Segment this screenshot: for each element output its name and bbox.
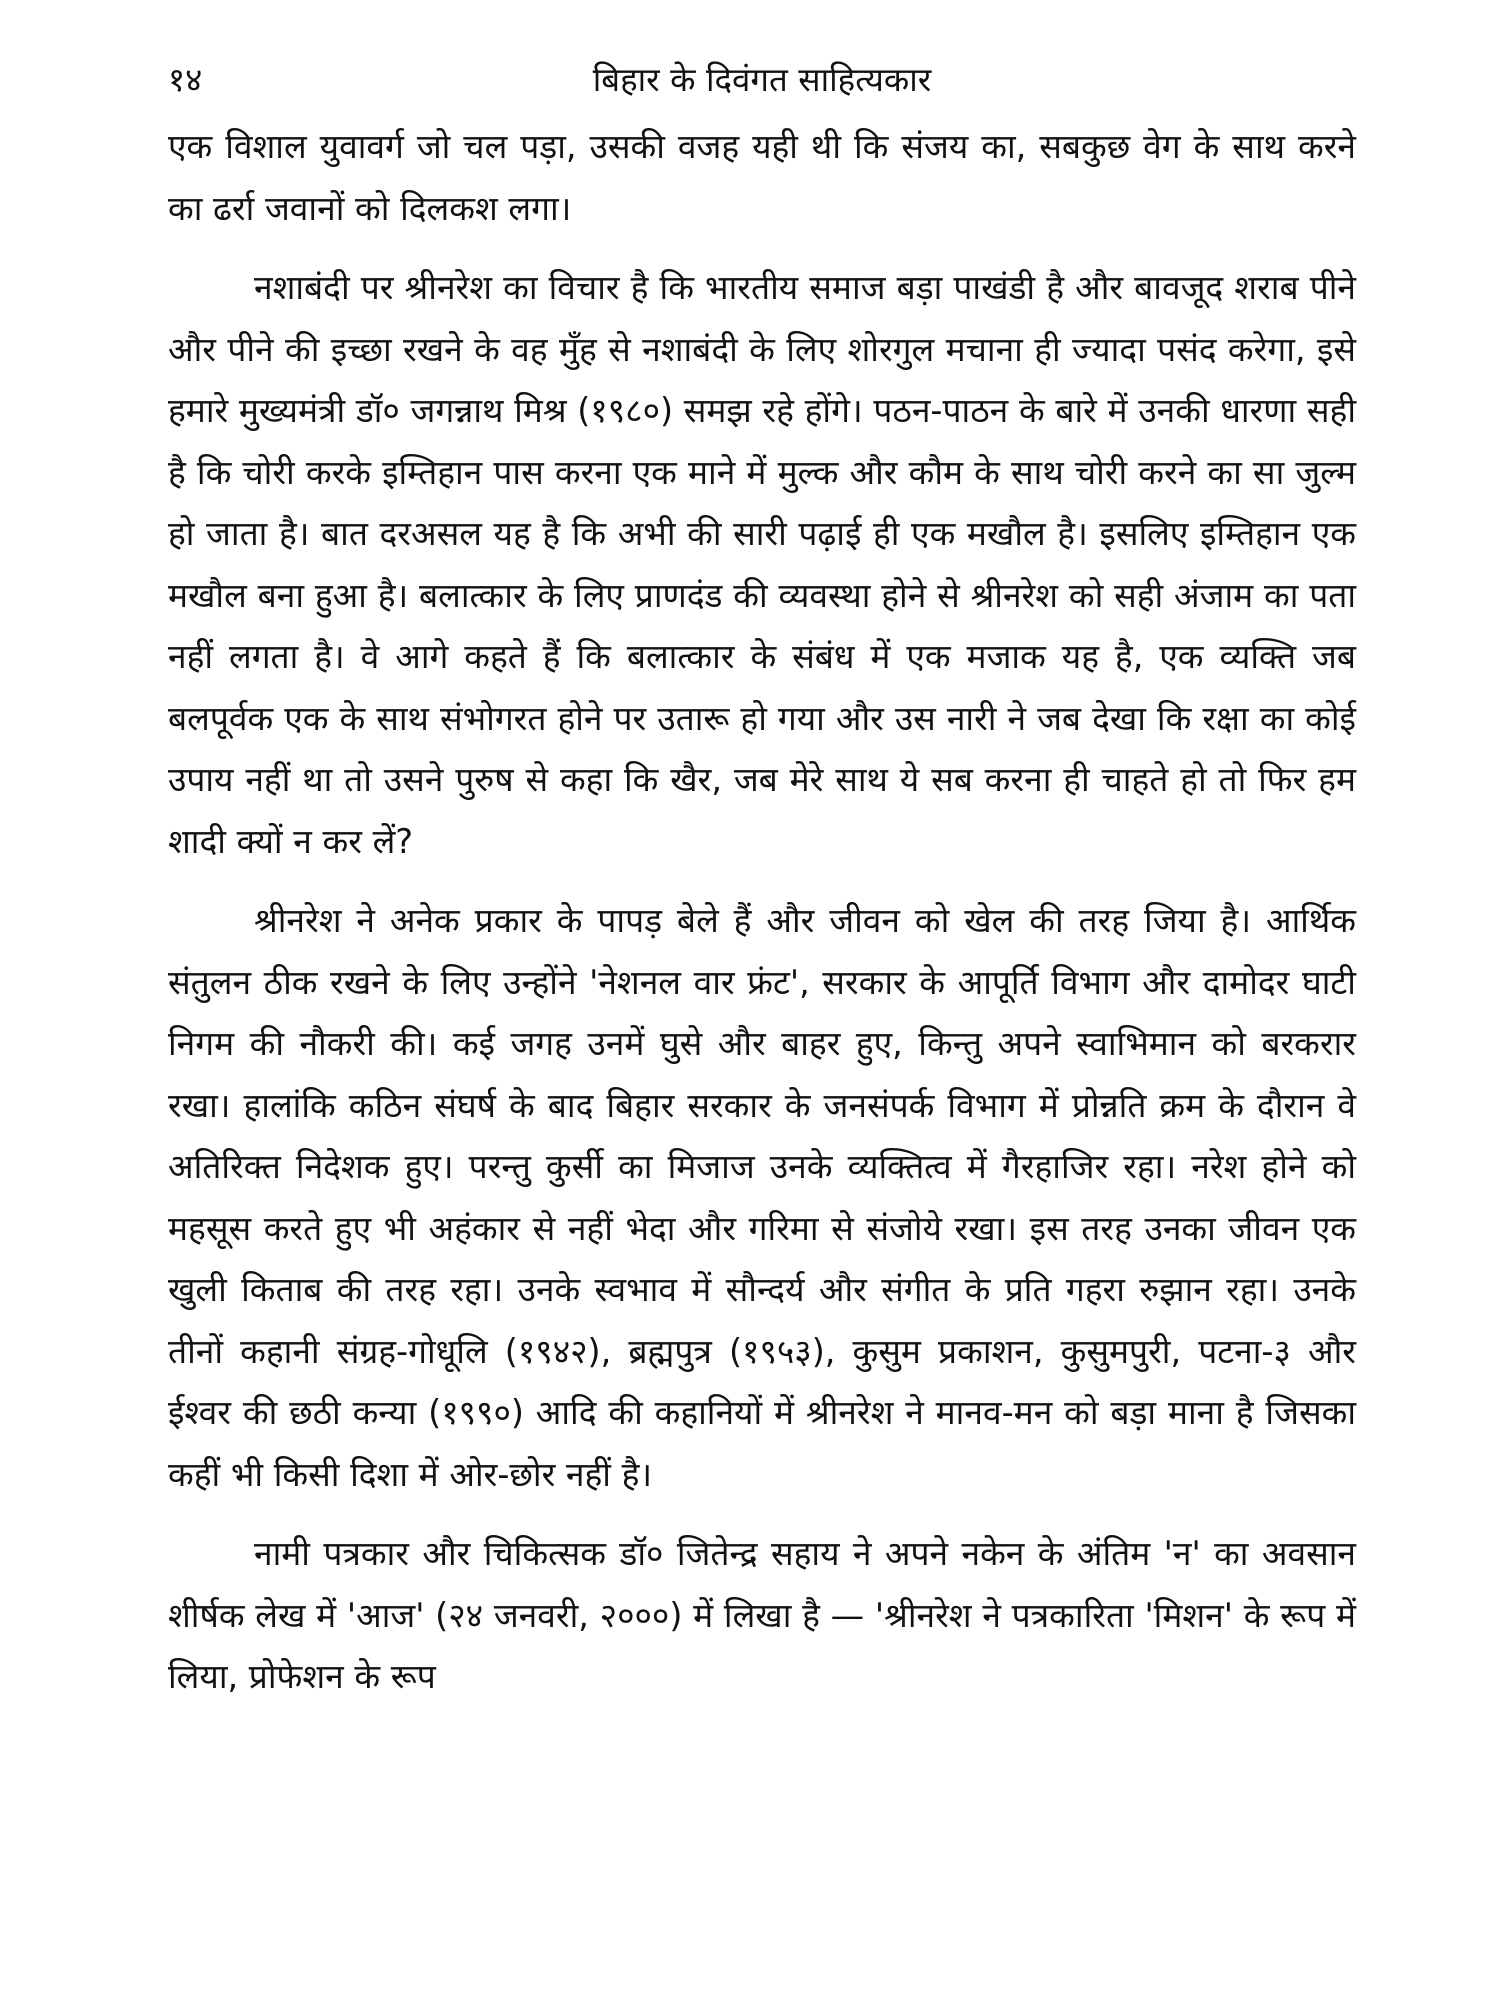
paragraph-3: श्रीनरेश ने अनेक प्रकार के पापड़ बेले हैं और जीवन को खेल की तरह जिया है। आर्थिक संतुलन ठीक रखने के लिए उन्होंने 'नेशनल वार फ्रंट', सरकार के आपूर्ति विभाग और दामोदर घाटी निगम की नौकरी की। कई जगह उनमें घुसे और बाहर हुए, किन्तु अपने स्वाभिमान को बरकरार रखा। हालांकि कठिन संघर्ष के बाद बिहार सरकार के जनसंपर्क विभाग में प्रोन्नति क्रम के दौरान वे अतिरिक्त निदेशक हुए। परन्तु कुर्सी का मिजाज उनके व्यक्तित्व में गैरहाजिर रहा। नरेश होने को महसूस करते हुए भी अहंकार से नहीं भेदा और गरिमा से संजोये रखा। इस तरह उनका जीवन एक खुली किताब की तरह रहा। उनके स्वभाव में सौन्दर्य और संगीत के प्रति गहरा रुझान रहा। उनके तीनों कहानी संग्रह-गोधूलि (१९४२), ब्रह्मपुत्र (१९५३), कुसुम प्रकाशन, कुसुमपुरी, पटना-३ और ईश्वर की छठी कन्या (१९९०) आदि की कहानियों में श्रीनरेश ने मानव-मन को बड़ा माना है जिसका कहीं भी किसी दिशा में ओर-छोर नहीं है। <box>168 901 1356 1494</box>
paragraph-2: नशाबंदी पर श्रीनरेश का विचार है कि भारतीय समाज बड़ा पाखंडी है और बावजूद शराब पीने और पीने की इच्छा रखने के वह मुँह से नशाबंदी के लिए शोरगुल मचाना ही ज्यादा पसंद करेगा, इसे हमारे मुख्यमंत्री डॉ० जगन्नाथ मिश्र (१९८०) समझ रहे होंगे। पठन-पाठन के बारे में उनकी धारणा सही है कि चोरी करके इम्तिहान पास करना एक माने में मुल्क और कौम के साथ चोरी करने का सा जुल्म हो जाता है। बात दरअसल यह है कि अभी की सारी पढ़ाई ही एक मखौल है। इसलिए इम्तिहान एक मखौल बना हुआ है। बलात्कार के लिए प्राणदंड की व्यवस्था होने से श्रीनरेश को सही अंजाम का पता नहीं लगता है। वे आगे कहते हैं कि बलात्कार के संबंध में एक मजाक यह है, एक व्यक्ति जब बलपूर्वक एक के साथ संभोगरत होने पर उतारू हो गया और उस नारी ने जब देखा कि रक्षा का कोई उपाय नहीं था तो उसने पुरुष से कहा कि खैर, जब मेरे साथ ये सब करना ही चाहते हो तो फिर हम शादी क्यों न कर लें? <box>168 268 1356 861</box>
page-number: १४ <box>168 60 203 99</box>
paragraph-1: एक विशाल युवावर्ग जो चल पड़ा, उसकी वजह यही थी कि संजय का, सबकुछ वेग के साथ करने का ढर्रा जवानों को दिलकश लगा। <box>168 127 1356 228</box>
running-header <box>168 52 1356 116</box>
paragraph-4: नामी पत्रकार और चिकित्सक डॉ० जितेन्द्र सहाय ने अपने नकेन के अंतिम 'न' का अवसान शीर्षक लेख में 'आज' (२४ जनवरी, २०००) में लिखा है — 'श्रीनरेश ने पत्रकारिता 'मिशन' के रूप में लिया, प्रोफेशन के रूप <box>168 1534 1356 1696</box>
book-title: बिहार के दिवंगत साहित्यकार <box>592 60 932 99</box>
book-page <box>168 52 1356 1708</box>
